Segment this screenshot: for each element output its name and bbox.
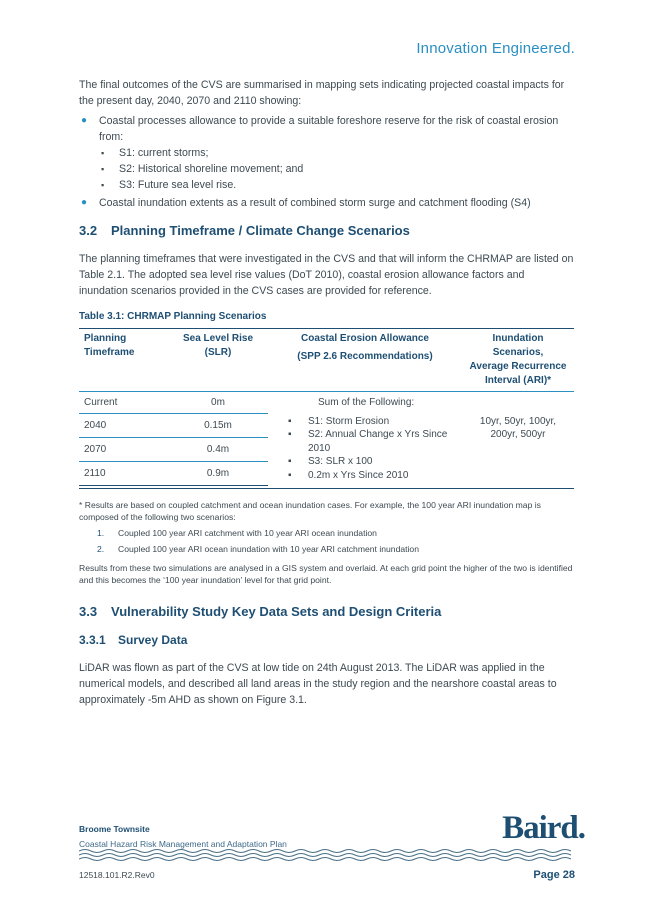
sub-list-item xyxy=(99,161,574,177)
section-3-2-paragraph: The planning timeframes that were investigated in the CVS and that will inform the CHRMAP are listed on Table 2.1. The adopted sea level rise values (DoT 2010), coastal erosion allowance factors and inundation scenarios provided in the CVS cases are provided for reference. xyxy=(79,253,574,297)
footnote: * Results are based on coupled catchment and ocean inundation cases. For example, the 100 year ARI inundation map is composed of the following two scenarios: xyxy=(79,500,541,522)
col-header-erosion: Coastal Erosion Allowance (SPP 2.6 Recommendations) xyxy=(297,333,433,362)
col-header-slr: Sea Level Rise (SLR) xyxy=(182,333,254,358)
section-title: Planning Timeframe / Climate Change Scenarios xyxy=(111,223,410,238)
notes-list xyxy=(79,527,574,555)
table-caption: Table 3.1: CHRMAP Planning Scenarios xyxy=(79,311,267,322)
col-header-timeframe: Planning Timeframe xyxy=(84,333,135,358)
section-heading-3-2 xyxy=(79,223,574,239)
cell-slr: 0m xyxy=(168,392,268,414)
footer-subtitle: Coastal Hazard Risk Management and Adaptation Plan xyxy=(79,839,287,849)
section-heading-3-3: 3.3 Vulnerability Study Key Data Sets and Design Criteria xyxy=(79,604,442,619)
list-item xyxy=(79,113,574,193)
cell-timeframe: 2040 xyxy=(79,414,168,438)
intro-paragraph: The final outcomes of the CVS are summarised in mapping sets indicating projected coastal impacts for the present day, 2040, 2070 and 2110 showing: xyxy=(79,79,565,107)
sub-bullet-icon: ▪ xyxy=(288,469,292,481)
sub-bullet-text: S3: Future sea level rise. xyxy=(119,179,237,191)
header-tagline: Innovation Engineered. xyxy=(416,40,575,57)
sub-bullet-icon: ▪ xyxy=(101,180,105,190)
document-number: 12518.101.R2.Rev0 xyxy=(79,870,155,880)
cell-erosion-heading: Sum of the Following: xyxy=(318,396,415,408)
page-content xyxy=(79,77,574,708)
wave-divider-icon xyxy=(79,848,575,862)
footer xyxy=(79,824,287,849)
outcomes-list xyxy=(79,113,574,211)
sub-bullet-text: S1: current storms; xyxy=(119,147,209,159)
sub-list-item xyxy=(99,145,574,161)
page-number: Page 28 xyxy=(533,869,575,881)
cell-timeframe: 2070 xyxy=(79,438,168,462)
sub-bullet-icon: ▪ xyxy=(288,456,292,467)
cell-slr: 0.4m xyxy=(168,438,268,462)
table-notes xyxy=(79,499,574,586)
section-number: 3.2 xyxy=(79,223,98,238)
bullet-text: Coastal inundation extents as a result of combined storm surge and catchment flooding (S4) xyxy=(99,197,531,209)
cell-erosion-items: ▪ S1: Storm Erosion ▪ S2: Annual Change x Yrs Since 2010 ▪ S3: SLR x 100 ▪ 0.2m x Yrs Since 2010 xyxy=(288,415,448,481)
bullet-text: Coastal processes allowance to provide a suitable foreshore reserve for the risk of coastal erosion from: xyxy=(99,115,559,143)
cell-inundation: 10yr, 50yr, 100yr, 200yr, 500yr xyxy=(479,415,557,440)
table-row xyxy=(79,392,574,414)
sub-bullet-icon: ▪ xyxy=(101,148,105,158)
cell-slr: 0.9m xyxy=(168,462,268,486)
section-3-3-1-paragraph: LiDAR was flown as part of the CVS at low tide on 24th August 2013. The LiDAR was applied in the numerical models, and described all land areas in the study region and the nearshore coastal areas to approximately -5m AHD as shown on Figure 3.1. xyxy=(79,662,557,706)
sub-bullet-icon: ▪ xyxy=(101,164,105,174)
bullet-icon: ● xyxy=(81,115,88,126)
sub-list-item xyxy=(99,177,574,193)
list-item: 2. Coupled 100 year ARI ocean inundation with 10 year ARI catchment inundation xyxy=(97,544,419,554)
bullet-icon: ● xyxy=(81,197,88,208)
table-row xyxy=(79,414,574,438)
sub-bullet-text: S2: Historical shoreline movement; and xyxy=(119,163,304,175)
list-item xyxy=(79,195,574,211)
cell-slr: 0.15m xyxy=(168,414,268,438)
col-header-inundation: Inundation Scenarios, Average Recurrence Interval (ARI)* xyxy=(469,333,567,386)
section-heading-3-3-1: 3.3.1 Survey Data xyxy=(79,633,188,647)
sub-bullet-icon: ▪ xyxy=(288,429,292,440)
sub-bullet-icon: ▪ xyxy=(288,415,292,427)
footer-title: Broome Townsite xyxy=(79,824,150,834)
list-item: 1. Coupled 100 year ARI catchment with 10 year ARI ocean inundation xyxy=(97,528,377,538)
planning-scenarios-table xyxy=(79,328,574,489)
sub-list xyxy=(99,145,574,193)
cell-timeframe: 2110 xyxy=(79,462,168,486)
notes-closing: Results from these two simulations are analysed in a GIS system and overlaid. At each grid point the higher of the two is identified and this becomes the ‘100 year inundation’ level for that grid point. xyxy=(79,563,573,585)
baird-logo: Baird. xyxy=(502,810,585,846)
cell-timeframe: Current xyxy=(79,392,168,414)
